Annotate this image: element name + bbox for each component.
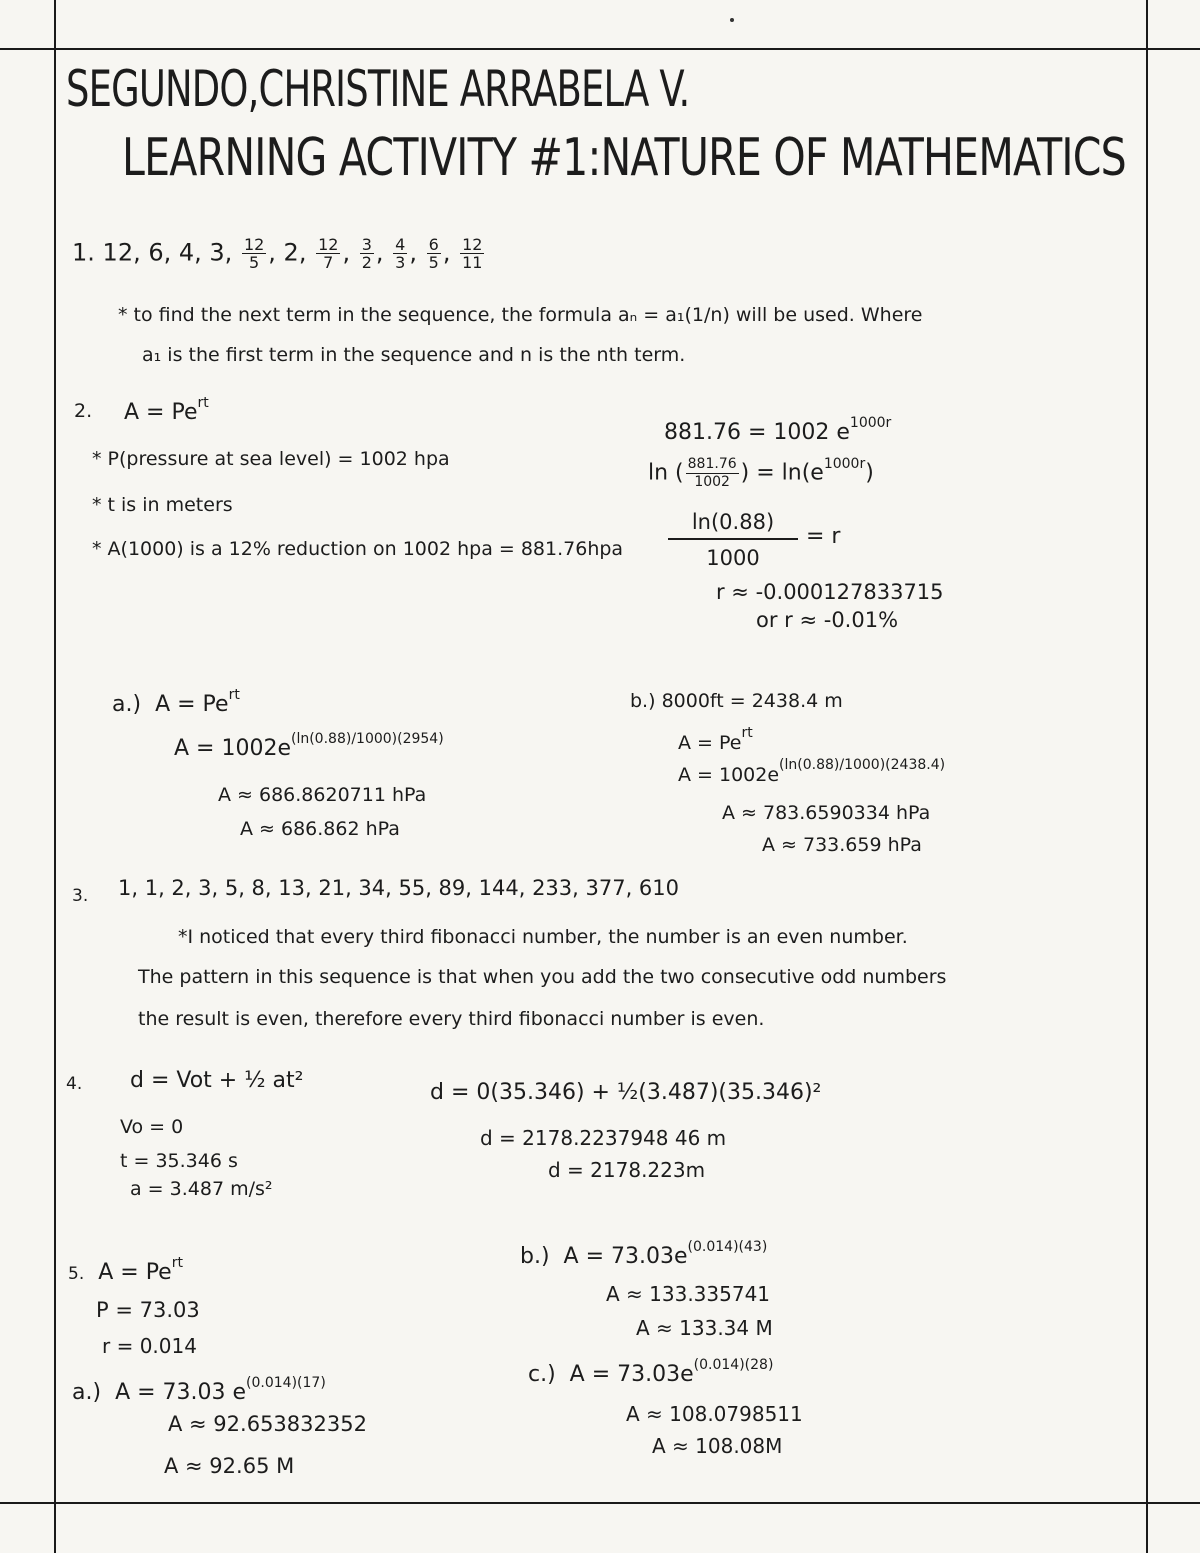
q1-frac: $\frac{4}{3}$ xyxy=(395,235,406,272)
student-name: SEGUNDO,CHRISTINE ARRABELA V. xyxy=(66,60,690,118)
q2-eq2: ln ( $\frac{881.76}{1002}$ ) = $\ln(e^{1000r})$ xyxy=(648,455,874,490)
q1-frac: $\frac{12}{11}$ xyxy=(462,235,483,272)
q1-frac: $\frac{12}{7}$ xyxy=(318,235,339,272)
q4-number: 4. xyxy=(66,1074,83,1094)
q2-a-note: * A(1000) is a 12% reduction on 1002 hpa = 881.76hpa xyxy=(92,538,624,560)
q5-r: r = 0.014 xyxy=(102,1334,197,1358)
q5a-line1: a.) A = 73.03 $e^{(0.014)(17)}$ xyxy=(72,1375,326,1405)
q4-vo: Vo = 0 xyxy=(120,1116,184,1138)
q2-p-note: * P(pressure at sea level) = 1002 hpa xyxy=(92,448,450,470)
q5b-line3: A ≈ 133.34 M xyxy=(636,1316,773,1340)
q1-frac: $\frac{12}{5}$ xyxy=(243,235,265,272)
q5c-line3: A ≈ 108.08M xyxy=(652,1434,783,1458)
q2-eq3-fraction: $\frac{\ln(0.88)}{1000}$ xyxy=(668,510,798,570)
q2-number: 2. xyxy=(74,400,93,422)
q1-number: 1. xyxy=(72,238,95,267)
q5-p: P = 73.03 xyxy=(96,1298,200,1322)
q2-t-note: * t is in meters xyxy=(92,494,233,516)
q2a-line4: A ≈ 686.862 hPa xyxy=(240,818,400,840)
q2b-line0: b.) 8000ft = 2438.4 m xyxy=(630,690,843,712)
q4-a: a = 3.487 m/s² xyxy=(130,1178,273,1200)
q2a-line3: A ≈ 686.8620711 hPa xyxy=(218,784,427,806)
q2-formula: $A = Pe^{rt}$ xyxy=(124,395,209,425)
paper-speck xyxy=(730,18,734,22)
q2-eq1: 881.76 = 1002 $e^{1000r}$ xyxy=(664,415,892,445)
q2b-line3: A ≈ 783.6590334 hPa xyxy=(722,802,931,824)
q1-note-line1: * to find the next term in the sequence, the formula aₙ = a₁(1/n) will be used. Where xyxy=(118,304,923,326)
top-rule xyxy=(0,48,1200,50)
q2a-line1: a.) $A = Pe^{rt}$ xyxy=(112,687,240,717)
q2b-line4: A ≈ 733.659 hPa xyxy=(762,834,922,856)
q3-line2: The pattern in this sequence is that when you add the two consecutive odd numbers xyxy=(138,966,947,988)
q1-frac: $\frac{3}{2}$ xyxy=(361,235,372,272)
activity-title: LEARNING ACTIVITY #1:NATURE OF MATHEMATICS xyxy=(122,128,1126,188)
q4-formula: d = Vot + ½ at² xyxy=(130,1068,304,1093)
q2-eq3-rhs: = r xyxy=(806,524,841,549)
q5a-line2: A ≈ 92.653832352 xyxy=(168,1412,367,1436)
q4-calc2: d = 2178.2237948 46 m xyxy=(480,1126,727,1150)
right-margin-rule xyxy=(1146,0,1148,1553)
q1-sequence: 1. 12, 6, 4, 3, $\frac{12}{5}$ , 2, $\frac{12}{7}$ , $\frac{3}{2}$ , $\frac{4}{3}$ , $\frac{6}{5}$ , $\frac{12}{11}$ xyxy=(72,235,483,272)
q1-two: , 2, xyxy=(268,238,307,267)
bottom-rule xyxy=(0,1502,1200,1504)
q2b-line2: $A = 1002e^{(ln(0.88)/1000)(2438.4)}$ xyxy=(678,757,946,786)
q5a-line3: A ≈ 92.65 M xyxy=(164,1454,295,1478)
q4-calc3: d = 2178.223m xyxy=(548,1158,706,1182)
q2a-line2: $A = 1002e^{(ln(0.88)/1000)(2954)}$ xyxy=(174,731,444,761)
q5c-line1: c.) $A = 73.03e^{(0.014)(28)}$ xyxy=(528,1357,774,1387)
q5b-line2: A ≈ 133.335741 xyxy=(606,1282,771,1306)
q1-seq-start: 12, 6, 4, 3, xyxy=(102,238,233,267)
q5-formula: 5. $A = Pe^{rt}$ xyxy=(68,1255,183,1285)
q1-frac: $\frac{6}{5}$ xyxy=(428,235,439,272)
q3-sequence: 1, 1, 2, 3, 5, 8, 13, 21, 34, 55, 89, 144, 233, 377, 610 xyxy=(118,876,680,900)
q3-line1: *I noticed that every third fibonacci number, the number is an even number. xyxy=(178,926,908,948)
q2b-line1: $A = Pe^{rt}$ xyxy=(678,725,753,754)
q5b-line1: b.) $A = 73.03e^{(0.014)(43)}$ xyxy=(520,1239,768,1269)
q1-note-line2: a₁ is the first term in the sequence and n is the nth term. xyxy=(142,344,686,366)
q2-r-value: r ≈ -0.000127833715 xyxy=(716,580,944,604)
q2-r-percent: or r ≈ -0.01% xyxy=(756,608,899,632)
q5c-line2: A ≈ 108.0798511 xyxy=(626,1402,803,1426)
q4-t: t = 35.346 s xyxy=(120,1150,238,1172)
q3-line3: the result is even, therefore every third fibonacci number is even. xyxy=(138,1008,765,1030)
q3-number: 3. xyxy=(72,886,89,906)
left-margin-rule xyxy=(54,0,56,1553)
q4-calc1: d = 0(35.346) + ½(3.487)(35.346)² xyxy=(430,1080,822,1105)
